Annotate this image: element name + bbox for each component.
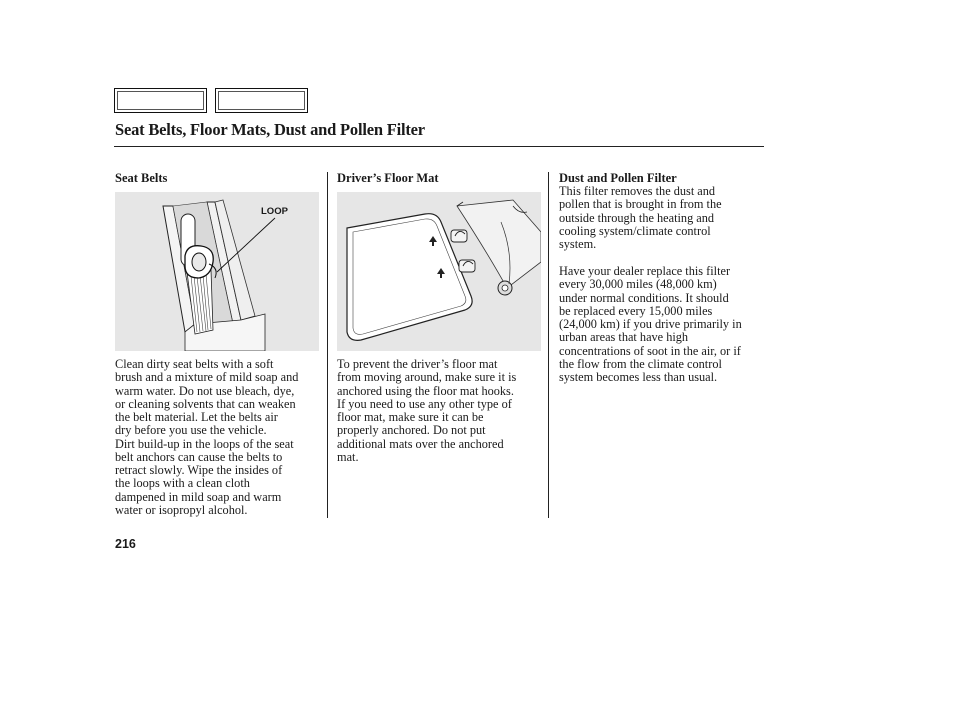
seat-belt-figure	[115, 192, 319, 351]
column-divider-2	[548, 172, 549, 518]
dust-filter-paragraph-1: This filter removes the dust and pollen that is brought in from the outside through the heating and cooling system/climate control system.	[559, 184, 722, 251]
page-title: Seat Belts, Floor Mats, Dust and Pollen Filter	[115, 120, 425, 139]
dust-filter-paragraph-2: Have your dealer replace this filter every 30,000 miles (48,000 km) under normal conditions. It should be replaced every 15,000 miles (24,000 km) if you drive primarily in urban areas that have high concentrations of soot in the air, or if the flow from the climate control system becomes less than usual.	[559, 264, 742, 384]
nav-button-1[interactable]	[114, 88, 207, 113]
loop-label: LOOP	[261, 206, 288, 217]
seat-belts-text: Clean dirty seat belts with a soft brush and a mixture of mild soap and warm water. Do not use bleach, dye, or cleaning solvents that can weaken the belt material. Let the belts air dry before you use the vehicle. Dirt build-up in the loops of the seat belt anchors can cause the belts to retract slowly. Wipe the insides of the loops with a clean cloth dampened in mild soap and warm water or isopropyl alcohol.	[115, 357, 299, 517]
page-number: 216	[115, 537, 136, 551]
seat-belt-loop-icon	[115, 192, 319, 351]
floor-mat-heading: Driver’s Floor Mat	[337, 171, 439, 185]
column-divider-1	[327, 172, 328, 518]
dust-filter-heading: Dust and Pollen Filter	[559, 171, 677, 185]
seat-belts-heading: Seat Belts	[115, 171, 168, 185]
title-divider	[114, 146, 764, 147]
floor-mat-figure	[337, 192, 541, 351]
floor-mat-text: To prevent the driver’s floor mat from moving around, make sure it is anchored using the floor mat hooks. If you need to use any other type of floor mat, make sure it can be properly anchored. Do not put additional mats over the anchored mat.	[337, 357, 517, 464]
floor-mat-hooks-icon	[337, 192, 541, 351]
nav-button-2[interactable]	[215, 88, 308, 113]
